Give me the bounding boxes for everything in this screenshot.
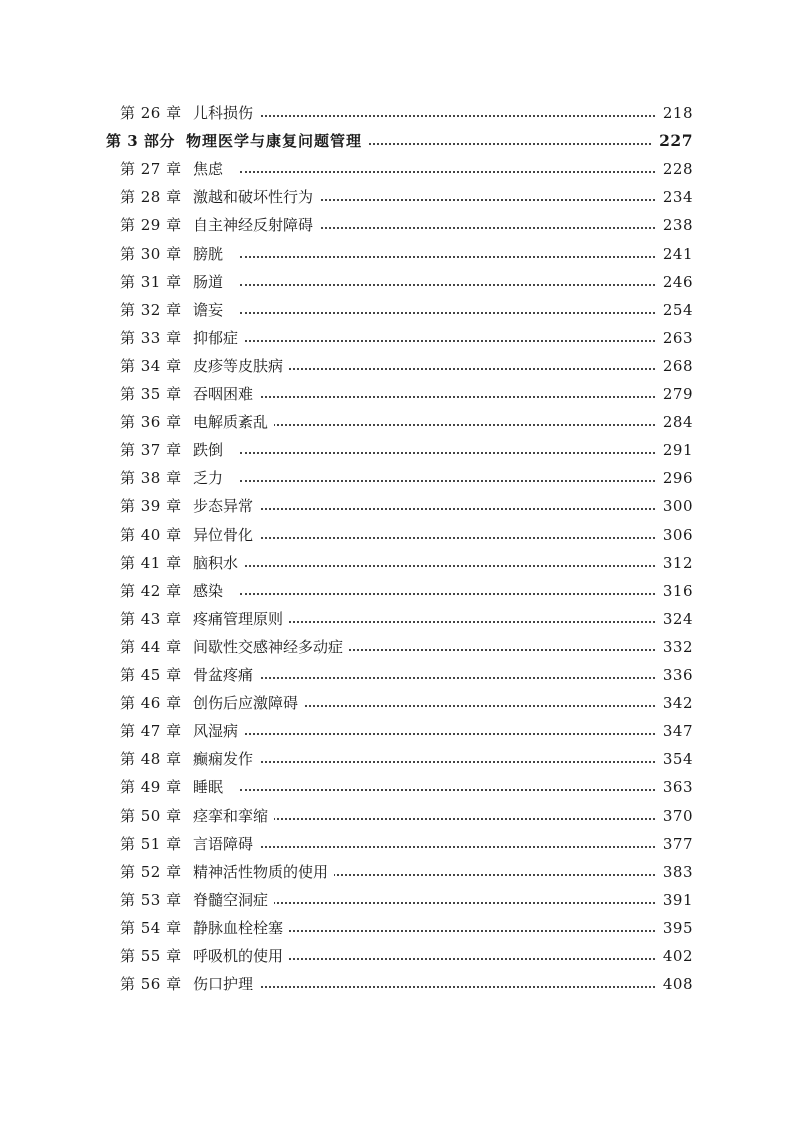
chapter-title: 疼痛管理原则 (193, 607, 289, 631)
dot-leader (240, 312, 675, 314)
page-number: 234 (657, 185, 693, 209)
chapter-title: 吞咽困难 (193, 382, 259, 406)
page-number: 316 (657, 579, 693, 603)
dot-leader (240, 593, 675, 595)
dot-leader (240, 284, 675, 286)
page-number: 263 (657, 326, 693, 350)
chapter-number: 第 42 章 (120, 581, 182, 600)
page-number: 395 (657, 916, 693, 940)
chapter-number: 第 34 章 (120, 356, 182, 375)
chapter-number: 第 53 章 (120, 890, 182, 909)
dot-leader (240, 368, 675, 370)
toc-chapter-entry (0, 185, 800, 209)
chapter-title: 儿科损伤 (193, 101, 259, 125)
chapter-number: 第 45 章 (120, 666, 182, 684)
chapter-title: 乏力 (193, 466, 229, 490)
chapter-number: 第 31 章 (120, 272, 182, 291)
chapter-number: 第 41 章 (120, 553, 182, 572)
page-number: 363 (657, 775, 693, 799)
dot-leader (240, 480, 675, 482)
chapter-number: 第 36 章 (120, 413, 182, 432)
chapter-number: 第 39 章 (120, 497, 182, 516)
toc-chapter-entry (0, 466, 800, 490)
page-number: 238 (657, 213, 693, 237)
chapter-number: 第 27 章 (120, 160, 182, 179)
page-number: 241 (657, 242, 693, 266)
toc-chapter-entry (0, 804, 800, 828)
page-number: 291 (657, 438, 693, 462)
toc-chapter-entry (0, 944, 800, 968)
chapter-title: 痉挛和挛缩 (193, 804, 274, 828)
part-title: 物理医学与康复问题管理 (186, 129, 368, 153)
chapter-title: 脑积水 (193, 551, 244, 575)
chapter-number: 第 50 章 (120, 806, 182, 825)
chapter-title: 呼吸机的使用 (193, 944, 289, 968)
dot-leader (240, 958, 675, 960)
chapter-number: 第 54 章 (120, 918, 182, 937)
page-number: 402 (657, 944, 693, 968)
chapter-title: 跌倒 (193, 438, 229, 462)
chapter-number: 第 30 章 (120, 244, 182, 263)
toc-chapter-entry (0, 242, 800, 266)
page-number: 336 (657, 663, 693, 687)
toc-chapter-entry (0, 719, 800, 743)
toc-chapter-entry (0, 354, 800, 378)
page-number: 312 (657, 551, 693, 575)
toc-chapter-entry (0, 832, 800, 856)
chapter-title: 抑郁症 (193, 326, 244, 350)
chapter-title: 癫痫发作 (193, 747, 259, 771)
dot-leader (240, 452, 675, 454)
chapter-number: 第 28 章 (120, 188, 182, 207)
chapter-title: 脊髓空洞症 (193, 888, 274, 912)
dot-leader (240, 930, 675, 932)
toc-chapter-entry (0, 326, 800, 350)
toc-chapter-entry (0, 298, 800, 322)
dot-leader (240, 508, 675, 510)
chapter-title: 肠道 (193, 270, 229, 294)
toc-chapter-entry (0, 101, 800, 125)
toc-chapter-entry (0, 747, 800, 771)
chapter-title: 异位骨化 (193, 523, 259, 547)
dot-leader (240, 705, 675, 707)
page-number: 332 (657, 635, 693, 659)
chapter-title: 伤口护理 (193, 972, 259, 996)
chapter-title: 电解质紊乱 (193, 410, 274, 434)
chapter-title: 睡眠 (193, 775, 229, 799)
dot-leader (240, 902, 675, 904)
chapter-title: 创伤后应激障碍 (193, 691, 304, 715)
dot-leader (240, 761, 675, 763)
toc-chapter-entry (0, 775, 800, 799)
toc-chapter-entry (0, 410, 800, 434)
page-number: 228 (657, 157, 693, 181)
dot-leader (240, 621, 675, 623)
toc-chapter-entry (0, 972, 800, 996)
chapter-number: 第 51 章 (120, 834, 182, 853)
toc-chapter-entry (0, 438, 800, 462)
toc-chapter-entry (0, 270, 800, 294)
page-number: 324 (657, 607, 693, 631)
chapter-number: 第 49 章 (120, 778, 182, 797)
toc-chapter-entry (0, 916, 800, 940)
chapter-title: 精神活性物质的使用 (193, 860, 334, 884)
chapter-number: 第 48 章 (120, 750, 182, 769)
page-number: 254 (657, 298, 693, 322)
toc-chapter-entry (0, 157, 800, 181)
part-number: 第 3 部分 (106, 132, 175, 151)
toc-part-entry (0, 129, 800, 153)
page-number: 246 (657, 270, 693, 294)
chapter-number: 第 26 章 (120, 104, 182, 122)
page-number: 383 (657, 860, 693, 884)
toc-chapter-entry (0, 635, 800, 659)
dot-leader (240, 171, 675, 173)
dot-leader (240, 818, 675, 820)
page-number: 342 (657, 691, 693, 715)
chapter-title: 间歇性交感神经多动症 (193, 635, 349, 659)
chapter-title: 膀胱 (193, 242, 229, 266)
dot-leader (240, 424, 675, 426)
dot-leader (240, 677, 675, 679)
page-number: 284 (657, 410, 693, 434)
page-number: 306 (657, 523, 693, 547)
toc-chapter-entry (0, 888, 800, 912)
chapter-number: 第 37 章 (120, 441, 182, 460)
dot-leader (240, 846, 675, 848)
page-number: 300 (657, 494, 693, 518)
chapter-number: 第 46 章 (120, 694, 182, 713)
chapter-number: 第 44 章 (120, 637, 182, 656)
page-number: 370 (657, 804, 693, 828)
toc-chapter-entry (0, 213, 800, 237)
chapter-number: 第 56 章 (120, 975, 182, 994)
chapter-title: 焦虑 (193, 157, 229, 181)
chapter-title: 风湿病 (193, 719, 244, 743)
chapter-number: 第 52 章 (120, 862, 182, 881)
page-number: 408 (657, 972, 693, 996)
toc-chapter-entry (0, 382, 800, 406)
toc-chapter-entry (0, 860, 800, 884)
chapter-title: 激越和破坏性行为 (193, 185, 319, 209)
chapter-number: 第 32 章 (120, 300, 182, 319)
dot-leader (240, 733, 675, 735)
chapter-title: 步态异常 (193, 494, 259, 518)
chapter-number: 第 47 章 (120, 722, 182, 741)
chapter-number: 第 29 章 (120, 216, 182, 235)
dot-leader (240, 115, 675, 117)
chapter-title: 谵妄 (193, 298, 229, 322)
page-number: 354 (657, 747, 693, 771)
dot-leader (240, 789, 675, 791)
dot-leader (240, 565, 675, 567)
toc-chapter-entry (0, 523, 800, 547)
toc-chapter-entry (0, 607, 800, 631)
toc-chapter-entry (0, 663, 800, 687)
toc-chapter-entry (0, 494, 800, 518)
toc-chapter-entry (0, 579, 800, 603)
chapter-number: 第 33 章 (120, 328, 182, 347)
chapter-title: 自主神经反射障碍 (193, 213, 319, 237)
page-number: 391 (657, 888, 693, 912)
dot-leader (240, 986, 675, 988)
chapter-number: 第 43 章 (120, 609, 182, 628)
chapter-title: 感染 (193, 579, 229, 603)
page-number: 279 (657, 382, 693, 406)
dot-leader (240, 396, 675, 398)
dot-leader (240, 256, 675, 258)
chapter-number: 第 38 章 (120, 469, 182, 488)
page-number: 377 (657, 832, 693, 856)
chapter-title: 言语障碍 (193, 832, 259, 856)
page-number: 347 (657, 719, 693, 743)
chapter-title: 皮疹等皮肤病 (193, 354, 289, 378)
page-number: 268 (657, 354, 693, 378)
dot-leader (240, 340, 675, 342)
dot-leader (240, 537, 675, 539)
page-number: 227 (653, 129, 693, 153)
toc-chapter-entry (0, 551, 800, 575)
chapter-title: 骨盆疼痛 (193, 663, 259, 687)
chapter-number: 第 35 章 (120, 385, 182, 403)
toc-chapter-entry (0, 691, 800, 715)
page-number: 296 (657, 466, 693, 490)
page-number: 218 (657, 101, 693, 125)
chapter-title: 静脉血栓栓塞 (193, 916, 289, 940)
chapter-number: 第 55 章 (120, 947, 182, 965)
chapter-number: 第 40 章 (120, 525, 182, 544)
